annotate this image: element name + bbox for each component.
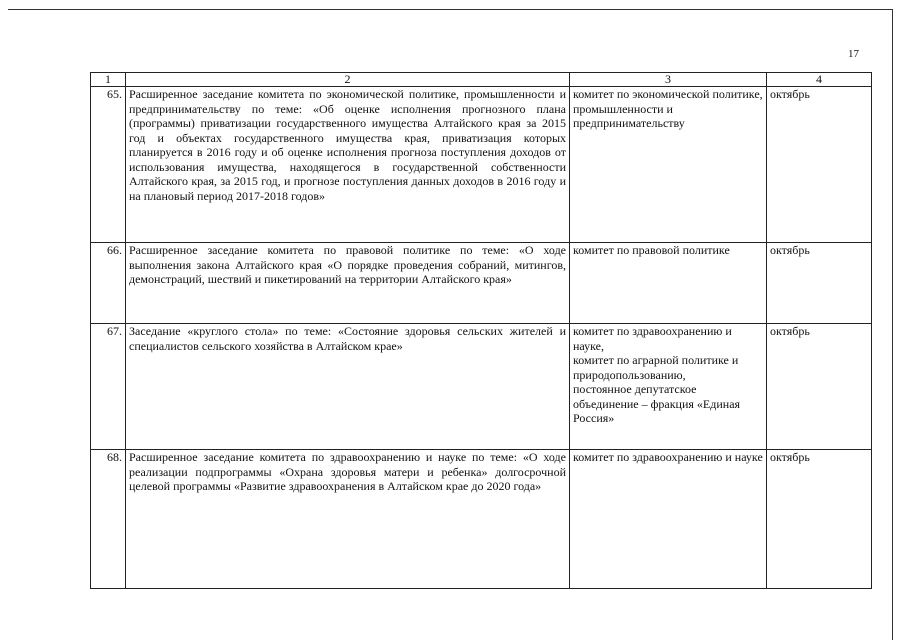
- row-topic: Расширенное заседание комитета по правовой политике по теме: «О ходе выполнения закона Алтайского края «О порядке проведения собраний, митингов, демонстраций, шествий и пикетирований на территории Алтайского края»: [126, 243, 570, 324]
- row-responsible: комитет по здравоохранению и науке, комитет по аграрной политике и природопользованию, постоянное депутатское объединение – фракция «Единая Россия»: [570, 324, 767, 450]
- scan-right-border: [892, 9, 893, 640]
- row-responsible: комитет по правовой политике: [570, 243, 767, 324]
- row-number: 66.: [91, 243, 126, 324]
- column-header-responsible: 3: [570, 73, 767, 87]
- table-row: [91, 87, 872, 243]
- events-plan-table: [90, 72, 872, 589]
- scan-top-border: [8, 9, 893, 10]
- column-header-number: 1: [91, 73, 126, 87]
- row-term: октябрь: [767, 87, 872, 243]
- row-topic: Заседание «круглого стола» по теме: «Состояние здоровья сельских жителей и специалистов сельского хозяйства в Алтайском крае»: [126, 324, 570, 450]
- table-row: [91, 243, 872, 324]
- row-term: октябрь: [767, 243, 872, 324]
- row-number: 67.: [91, 324, 126, 450]
- column-header-term: 4: [767, 73, 872, 87]
- page-number: 17: [848, 48, 859, 60]
- row-number: 65.: [91, 87, 126, 243]
- table-row: [91, 324, 872, 450]
- table-header-row: [91, 73, 872, 87]
- row-term: октябрь: [767, 450, 872, 589]
- table-row: [91, 450, 872, 589]
- row-term: октябрь: [767, 324, 872, 450]
- row-responsible: комитет по здравоохранению и науке: [570, 450, 767, 589]
- row-number: 68.: [91, 450, 126, 589]
- table-body: [91, 87, 872, 589]
- row-responsible: комитет по экономической политике, промышленности и предпринимательству: [570, 87, 767, 243]
- row-topic: Расширенное заседание комитета по экономической политике, промышленности и предпринимательству по теме: «Об оценке исполнения прогнозного плана (программы) приватизации государственного имущества Алтайского края за 2015 год и объектах государственного имущества края, приватизация которых планируется в 2016 году и об оценке исполнения прогноза поступления доходов от использования имущества, находящегося в государственной собственности Алтайского края, за 2015 год, и прогнозе поступления данных доходов в 2016 году и на плановый период 2017-2018 годов»: [126, 87, 570, 243]
- column-header-topic: 2: [126, 73, 570, 87]
- row-topic: Расширенное заседание комитета по здравоохранению и науке по теме: «О ходе реализации подпрограммы «Охрана здоровья матери и ребенка» долгосрочной целевой программы «Развитие здравоохранения в Алтайском крае до 2020 года»: [126, 450, 570, 589]
